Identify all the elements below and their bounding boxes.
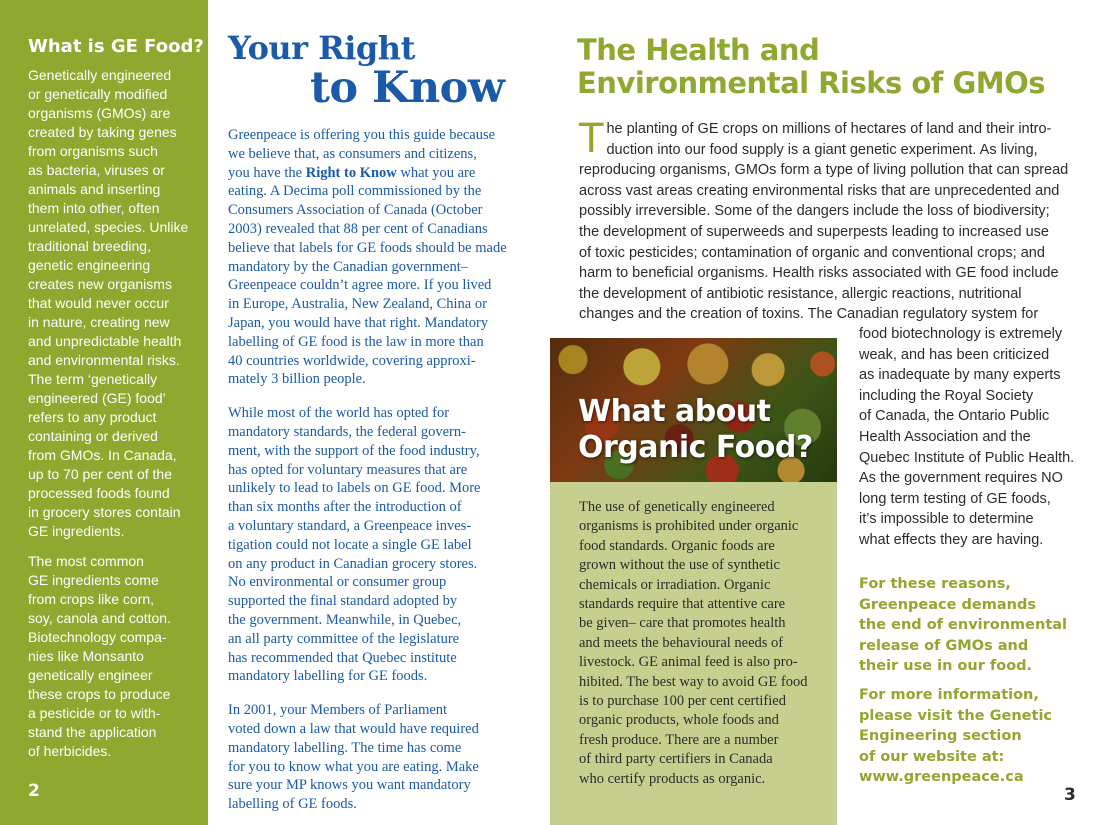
organic-food-box — [550, 482, 837, 825]
greenpeace-demands — [859, 574, 1079, 796]
sidebar-paragraph-1: Genetically engineered or genetically modified organisms (GMOs) are created by taking genes from organisms such as bacteria, viruses or animals and inserting them into other, often unrelated, species. Unlike traditional breeding, genetic engineering creates new organisms that would never occur in nature, creating new and unpredictable health and environmental risks. The term ‘genetically engineered (GE) food’ refers to any product containing or derived from GMOs. In Canada, up to 70 per cent of the processed foods found in grocery stores contain GE ingredients. — [28, 67, 189, 539]
vegetables-image — [550, 338, 837, 482]
organic-food-text: The use of genetically engineered organisms is prohibited under organic food standards. Organic foods are grown without the use of synthetic chemicals or irradiation. Organic standards require that attentive care be given– care that promotes health and meets the behavioural needs of livestock. GE animal feed is also pro- hibited. The best way to avoid GE food is to purchase 100 per cent certified organic products, whole foods and fresh produce. There are a number of third party certifiers in Canada who certify products as organic. — [579, 499, 808, 787]
more-info-text — [859, 685, 1079, 788]
health-risks-title-line-1: The Health and — [577, 33, 820, 67]
page-number-right: 3 — [1064, 785, 1076, 805]
health-risks-body — [579, 116, 1079, 325]
drop-cap: T — [579, 116, 604, 162]
organic-heading-line-2: Organic Food? — [578, 430, 813, 465]
sidebar-heading: What is GE Food? — [28, 36, 204, 57]
right-to-know-title-line-2: to Know — [310, 63, 505, 113]
health-risks-title-line-2: Environmental Risks of GMOs — [577, 66, 1046, 100]
right-to-know-paragraph-1: Greenpeace is offering you this guide because we believe that, as consumers and citizens, you have the Right to Know what you are eating. A Decima poll commissioned by the Consumers Association of Canada (October 2003) revealed that 88 per cent of Canadians believe that labels for GE foods should be made mandatory by the Canadian government– Greenpeace couldn’t agree more. If you lived in Europe, Australia, New Zealand, China or Japan, you would have that right. Mandatory labelling of GE food is the law in more than 40 countries worldwide, covering approxi- mately 3 billion people. — [228, 127, 507, 388]
page-number-left: 2 — [28, 781, 40, 801]
right-to-know-emphasis: Right to Know — [305, 164, 397, 181]
organic-heading — [578, 394, 813, 466]
right-to-know-paragraph-3: In 2001, your Members of Parliament voted down a law that would have required mandatory labelling. The time has come for you to know what you are eating. Make sure your MP knows you want mandatory labelling of GE foods. — [228, 702, 479, 813]
right-to-know-paragraph-2: While most of the world has opted for mandatory standards, the federal govern- ment, with the support of the food industry, has opted for voluntary measures that are unlikely to lead to labels on GE food. More than six months after the introduction of a voluntary standard, a Greenpeace inves- tigation could not locate a single GE label on any product in Canadian grocery stores. No environmental or consumer group supported the final standard adopted by the government. Meanwhile, in Quebec, an all party committee of the legislature has recommended that Quebec institute mandatory labelling for GE foods. — [228, 405, 481, 685]
right-to-know-column — [228, 30, 533, 825]
sidebar-what-is-ge-food — [0, 0, 208, 825]
organic-heading-line-1: What about — [578, 394, 771, 429]
website-link[interactable]: www.greenpeace.ca — [859, 769, 1024, 786]
sidebar-paragraph-2: The most common GE ingredients come from crops like corn, soy, canola and cotton. Biotechnology compa- nies like Monsanto genetically engineer these crops to produce a pesticide or to with- stand the application of herbicides. — [28, 553, 171, 759]
right-to-know-title-line-1: Your Right — [228, 29, 415, 67]
regulatory-text: food biotechnology is extremely weak, and has been criticized as inadequate by many experts including the Royal Society of Canada, the Ontario Public Health Association and the Quebec Institute of Public Health. As the government requires NO long term testing of GE foods, it’s impossible to determine what effects they are having. — [859, 326, 1075, 548]
more-info-lines: For more information, please visit the Genetic Engineering section of our website at: — [859, 686, 1053, 765]
health-risks-text: he planting of GE crops on millions of hectares of land and their intro- duction into our food supply is a giant genetic experiment. As living, reproducing organisms, GMOs form a type of living pollution that can spread across vast areas creating environmental risks that are unprecedented and possibly irreversible. Some of the dangers include the loss of biodiversity; the development of superweeds and superpests leading to increased use of toxic pesticides; contamination of organic and conventional crops; and harm to beneficial organisms. Health risks associated with GE food include the development of antibiotic resistance, allergic reactions, nutritional changes and the creation of toxins. The Canadian regulatory system for — [579, 121, 1069, 323]
health-risks-title — [577, 34, 1077, 100]
demands-text: For these reasons, Greenpeace demands the end of environmental release of GMOs and their use in our food. — [859, 576, 1068, 675]
